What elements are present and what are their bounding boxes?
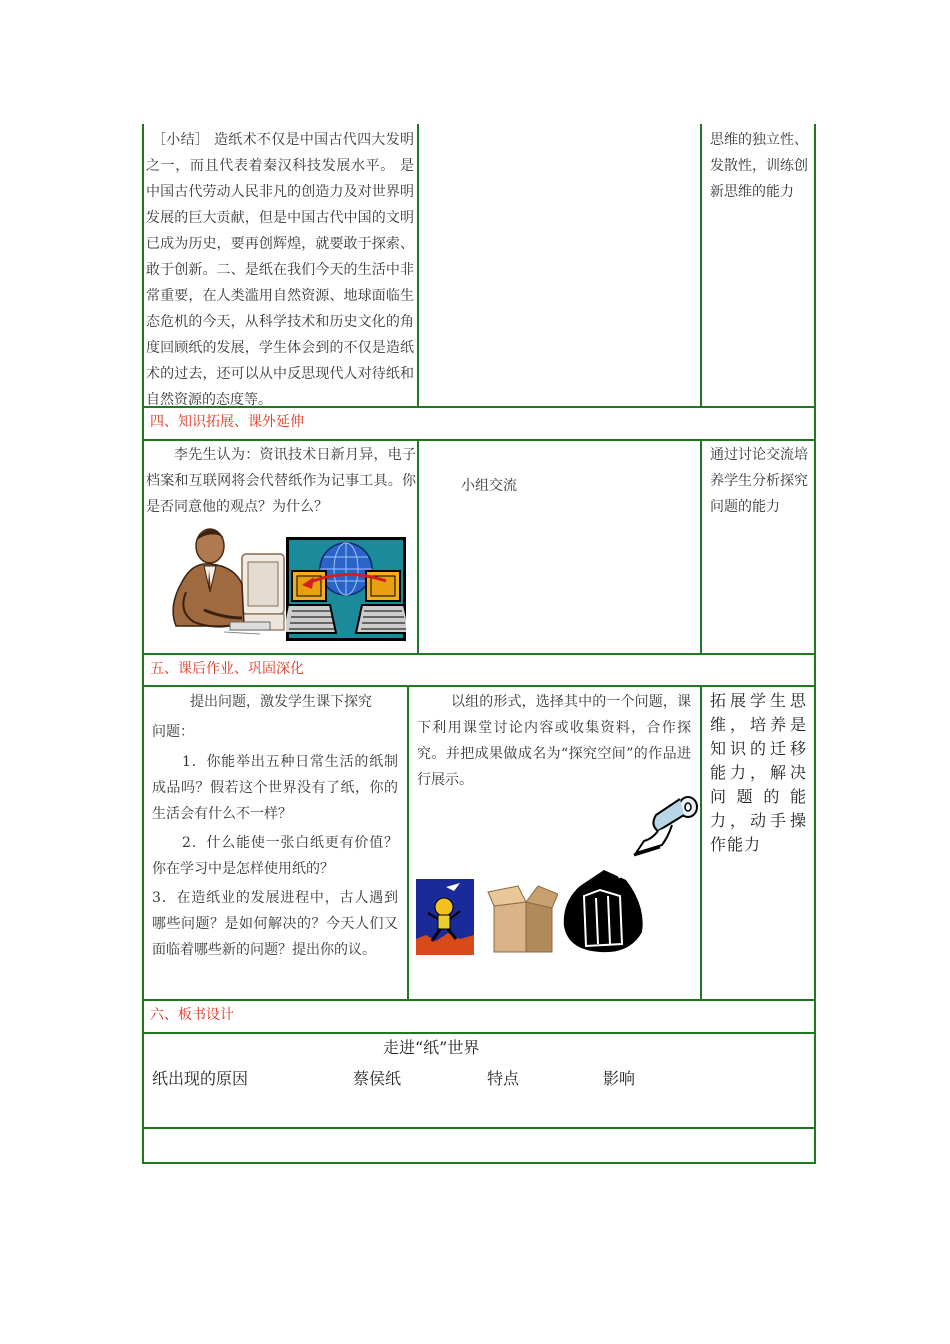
section-4-title: 四、知识拓展、课外延伸	[150, 414, 304, 430]
homework-label: 问题：	[152, 724, 194, 740]
businessman-computer-image	[164, 522, 286, 640]
network-computers-image	[286, 537, 406, 641]
section-5-title: 五、课后作业、巩固深化	[150, 661, 304, 677]
board-item-reason: 纸出现的原因	[152, 1069, 249, 1088]
section-5-goal: 拓展学生思维，培养是知识的迁移能力，解决问题的能力，动手操作能力	[710, 691, 807, 854]
section-5-activity: 以组的形式，选择其中的一个问题，课下利用课堂讨论内容或收集资料，合作探究。并把成果做成名为“探究空间”的作品进行展示。	[417, 694, 691, 788]
section-6-title: 六、板书设计	[150, 1007, 234, 1023]
homework-question-2: 2．什么能使一张白纸更有价值？你在学习中是怎样使用纸的？	[152, 835, 398, 877]
homework-intro: 提出问题，激发学生课下探究	[190, 694, 372, 710]
board-item-cai-hou-paper: 蔡侯纸	[353, 1069, 402, 1088]
board-item-impact: 影响	[603, 1069, 636, 1088]
homework-question-3: 3．在造纸业的发展进程中，古人遇到哪些问题？是如何解决的？今天人们又面临着哪些新的问题？提出你的议。	[152, 890, 398, 958]
board-item-features: 特点	[487, 1069, 520, 1088]
homework-question-1: 1．你能举出五种日常生活的纸制成品吗？假若这个世界没有了纸，你的生活会有什么不一样？	[152, 754, 398, 822]
black-bag-image	[560, 866, 648, 956]
paper-roll-image	[632, 795, 702, 857]
section-4-goal: 通过讨论交流培养学生分析探究问题的能力	[710, 447, 808, 515]
running-kid-image	[416, 879, 474, 955]
summary-goal-text: 思维的独立性、发散性，训练创新思维的能力	[710, 132, 808, 200]
section-4-activity: 小组交流	[461, 478, 517, 494]
cardboard-box-image	[486, 882, 558, 954]
section-4-question: 李先生认为：资讯技术日新月异，电子档案和互联网将会代替纸作为记事工具。你是否同意他的观点？为什么？	[146, 447, 416, 515]
summary-text: ［小结］ 造纸术不仅是中国古代四大发明之一，而且代表着秦汉科技发展水平。 是中国古代劳动人民非凡的创造力及对世界明发展的巨大贡献，但是中国古代中国的文明已成为历史，要再创辉煌，就要敢于探索、敢于创新。二、是纸在我们今天的生活中非常重要，在人类滥用自然资源、地球面临生态危机的今天，从科学技术和历史文化的角度回顾纸的发展，学生体会到的不仅是造纸术的过去，还可以从中反思现代人对待纸和自然资源的态度等。	[146, 132, 414, 408]
board-title: 走进“纸”世界	[383, 1038, 480, 1057]
